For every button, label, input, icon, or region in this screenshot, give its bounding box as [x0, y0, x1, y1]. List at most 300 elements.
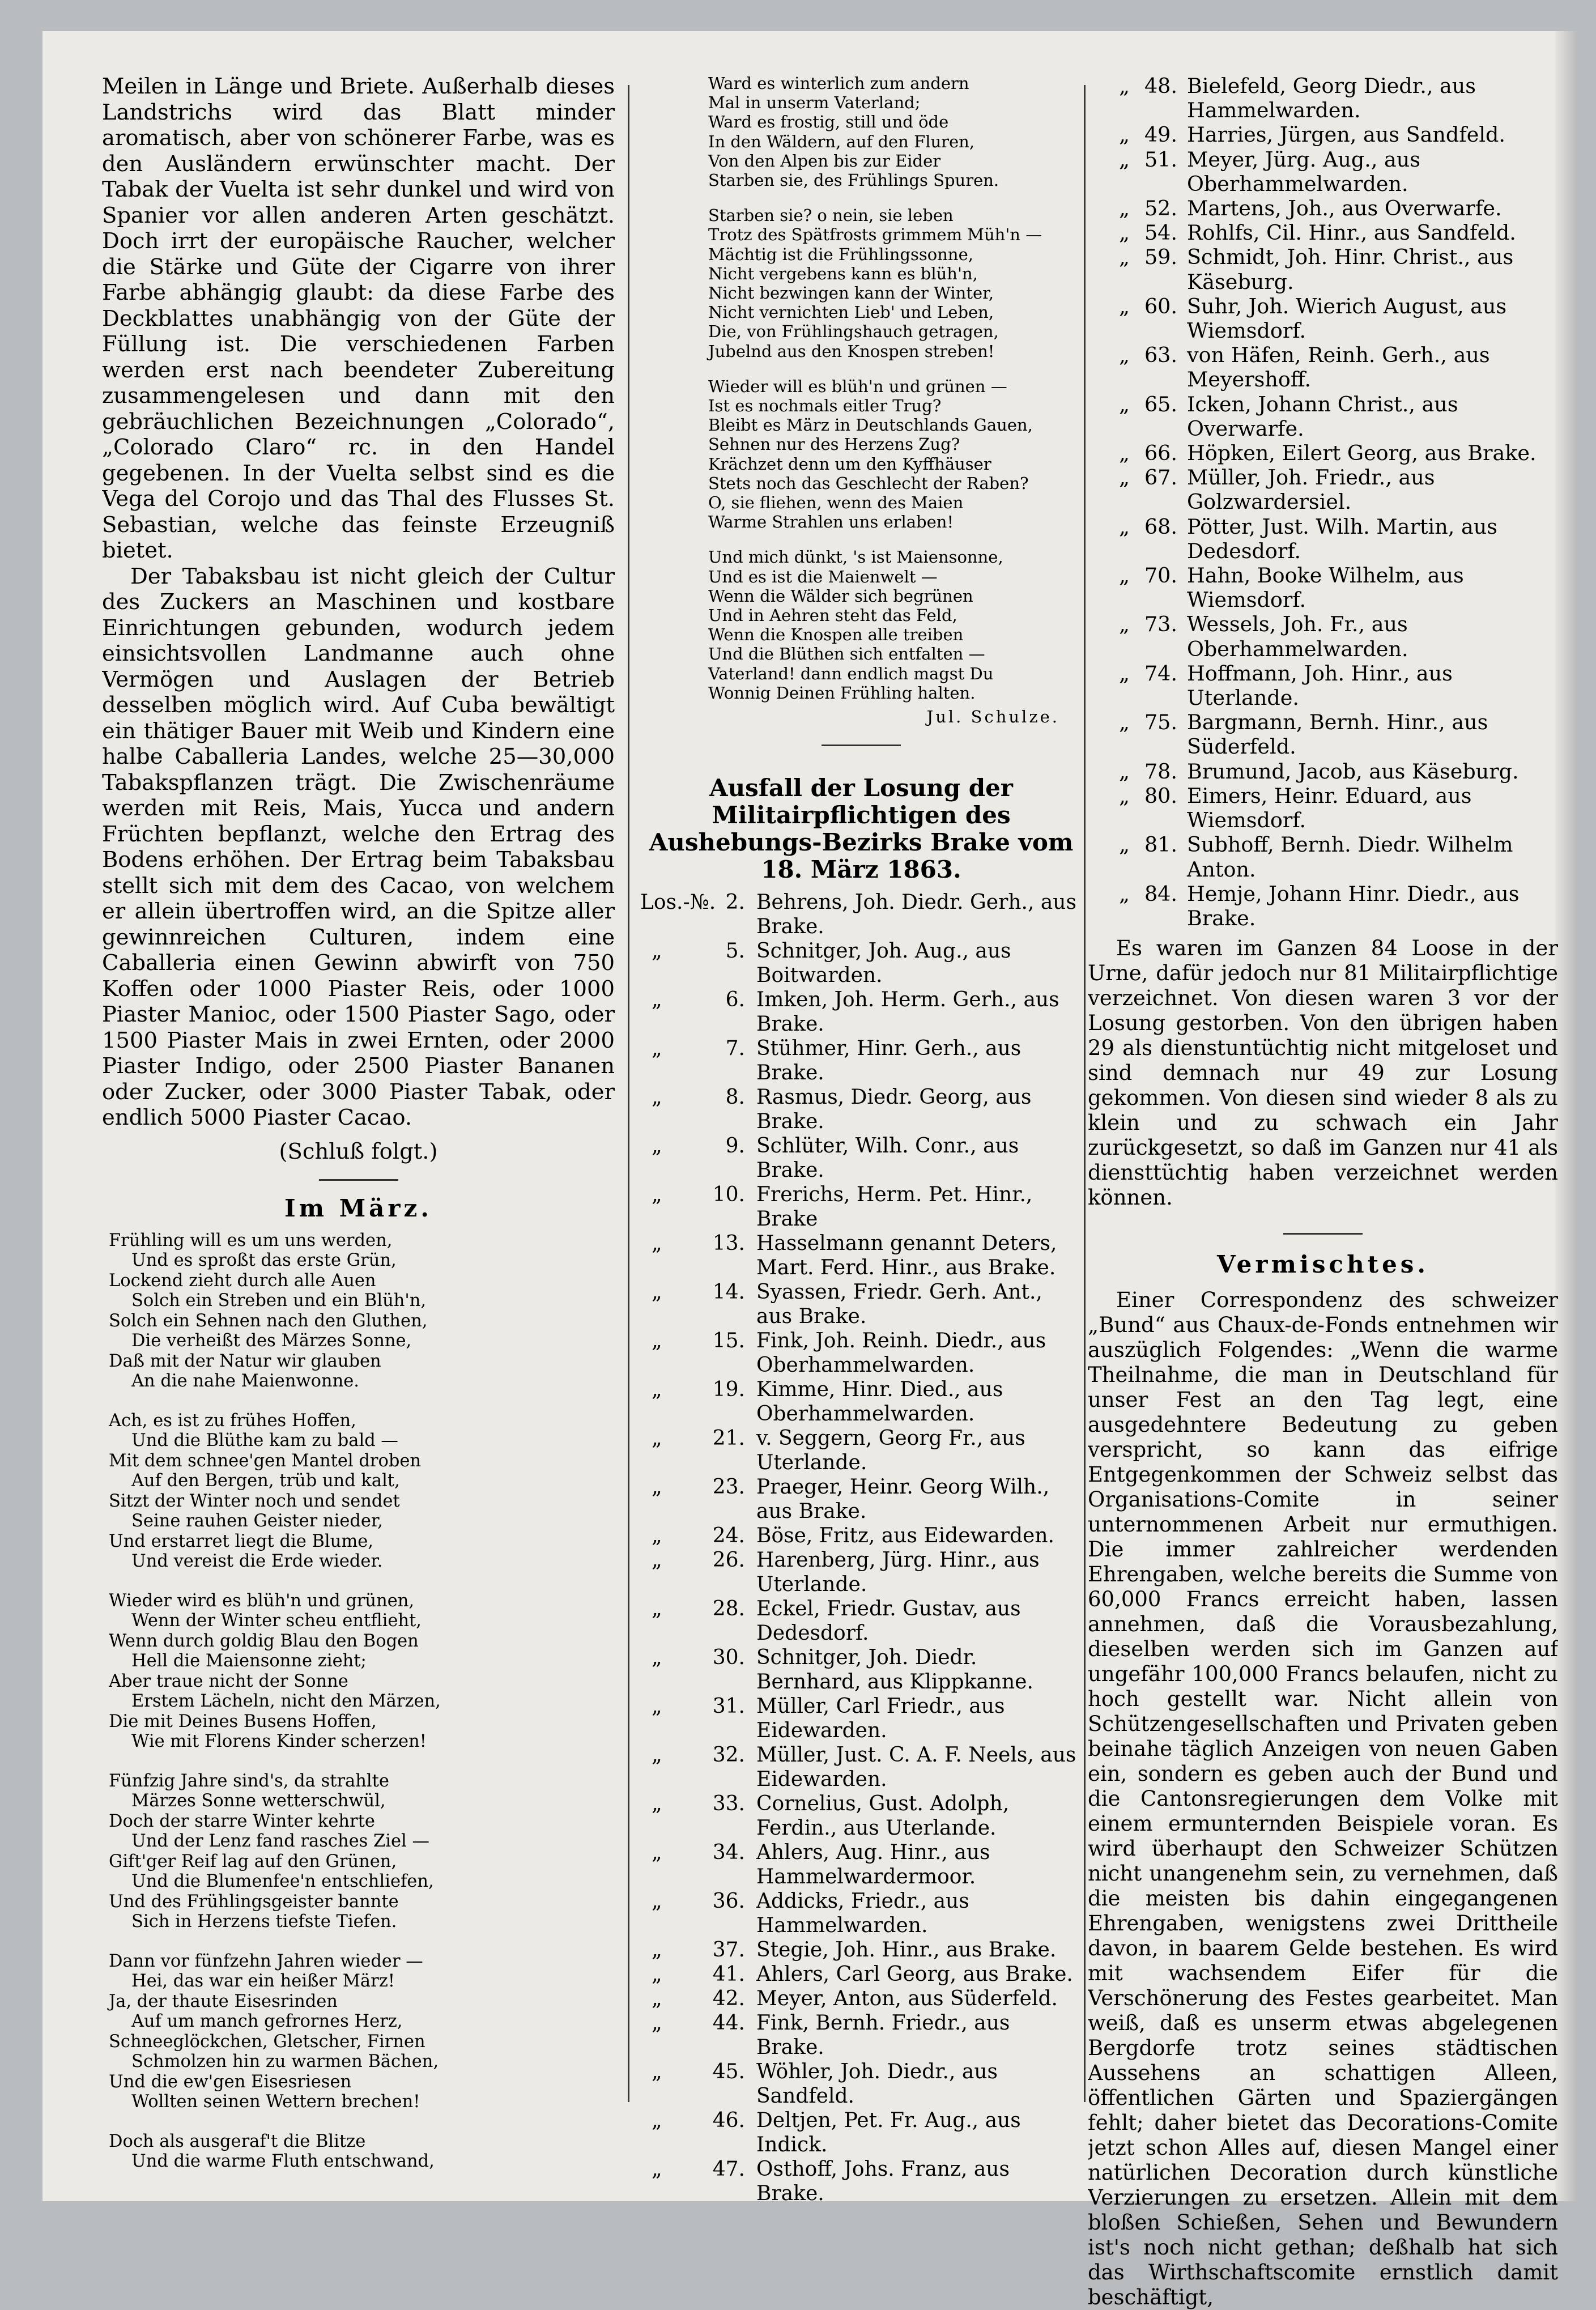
- poem-stanza-8: [708, 206, 1082, 361]
- poem-line: Und die Blüthen sich entfalten —: [708, 644, 985, 664]
- poem-line: Und die warme Fluth entschwand,: [131, 2151, 435, 2171]
- ditto-mark: „: [652, 1646, 662, 1670]
- conscript-name: Imken, Joh. Herm. Gerh., aus Brake.: [756, 988, 1059, 1036]
- list-item: [640, 2060, 1082, 2108]
- ditto-mark: „: [652, 1378, 662, 1402]
- ditto-mark: „: [1119, 563, 1130, 588]
- poem-stanza-9: [708, 377, 1082, 532]
- lottery-summary: Es waren im Ganzen 84 Loose in der Urne, dafür jedoch nur 81 Militairpflichtige verzeichnet. Von diesen waren 3 vor der Losung gestorben. Von den übrigen haben 29 als dienstuntüchtig nicht mitgeloset und sind demnach nur 49 zur Losung gekommen. Von diesen sind wieder 8 als zu klein und zu schwach ein Jahr zurückgesetzt, so daß im Ganzen nur 41 als diensttüchtig haben verzeichnet werden können.: [1088, 936, 1558, 1210]
- los-number: 32.: [712, 1743, 745, 1767]
- los-number: 7.: [725, 1037, 745, 1061]
- conscript-name: Fink, Joh. Reinh. Diedr., aus Oberhammelwarden.: [756, 1329, 1046, 1377]
- conscript-name: Martens, Joh., aus Overwarfe.: [1187, 196, 1502, 221]
- conscript-name: Ahlers, Aug. Hinr., aus Hammelwardermoor.: [756, 1841, 990, 1889]
- conscript-name: Stühmer, Hinr. Gerh., aus Brake.: [756, 1037, 1022, 1085]
- ditto-mark: „: [1119, 392, 1130, 416]
- poem-line: Von den Alpen bis zur Eider: [708, 151, 941, 171]
- poem-line: Gift'ger Reif lag auf den Grünen,: [109, 1851, 397, 1871]
- ditto-mark: „: [1119, 74, 1130, 98]
- ditto-mark: „: [652, 1524, 662, 1548]
- conscript-name: von Häfen, Reinh. Gerh., aus Meyershoff.: [1187, 343, 1490, 392]
- poem-line: Seine rauhen Geister nieder,: [131, 1511, 383, 1531]
- ditto-mark: „: [652, 1134, 662, 1158]
- poem-line: Und in Aehren steht das Feld,: [708, 606, 957, 626]
- los-number: 9.: [725, 1134, 745, 1158]
- conscript-name: Harenberg, Jürg. Hinr., aus Uterlande.: [756, 1548, 1040, 1597]
- conscript-name: Meyer, Anton, aus Süderfeld.: [756, 1987, 1058, 2011]
- ditto-mark: „: [652, 1792, 662, 1816]
- separator-line: [319, 1179, 398, 1181]
- ditto-mark: „: [652, 2158, 662, 2181]
- poem-line: Wieder wird es blüh'n und grünen,: [109, 1590, 415, 1611]
- ditto-mark: „: [652, 1427, 662, 1450]
- conscript-name: Behrens, Joh. Diedr. Gerh., aus Brake.: [756, 891, 1076, 939]
- conscript-name: Fink, Bernh. Friedr., aus Brake.: [756, 2011, 1010, 2060]
- conscript-name: Pötter, Just. Wilh. Martin, aus Dedesdorf.: [1187, 514, 1497, 563]
- poem-line: Ist es nochmals eitler Trug?: [708, 396, 942, 416]
- los-number: 54.: [1144, 220, 1177, 245]
- poem-line: Lockend zieht durch alle Auen: [109, 1270, 376, 1291]
- ditto-mark: „: [652, 1329, 662, 1353]
- poem-stanza-4: [109, 1771, 615, 1932]
- ditto-mark: „: [1119, 759, 1130, 784]
- poem-line: Vaterland! dann endlich magst Du: [708, 663, 994, 683]
- conscript-name: Wessels, Joh. Fr., aus Oberhammelwarden.: [1187, 612, 1408, 661]
- ditto-mark: „: [652, 1232, 662, 1256]
- list-item: [640, 1036, 1082, 1085]
- ditto-mark: „: [652, 1938, 662, 1962]
- los-number: 21.: [712, 1427, 745, 1450]
- poem-line: Auf den Bergen, trüb und kalt,: [131, 1471, 400, 1491]
- list-item: [1088, 122, 1558, 147]
- poem-line: Sehnen nur des Herzens Zug?: [708, 435, 960, 454]
- ditto-mark: „: [652, 1841, 662, 1865]
- ditto-mark: „: [1119, 196, 1130, 221]
- poem-line: Bleibt es März in Deutschlands Gauen,: [708, 415, 1033, 435]
- ditto-mark: „: [652, 1695, 662, 1718]
- conscript-name: Bielefeld, Georg Diedr., aus Hammelwarden.: [1187, 74, 1476, 123]
- conscript-name: Hoffmann, Joh. Hinr., aus Uterlande.: [1187, 661, 1453, 711]
- poem-line: Die, von Frühlingshauch getragen,: [708, 322, 999, 342]
- ditto-mark: „: [1119, 220, 1130, 245]
- los-number: 66.: [1144, 441, 1177, 466]
- conscript-name: Harries, Jürgen, aus Sandfeld.: [1187, 122, 1505, 147]
- ditto-mark: „: [1119, 783, 1130, 808]
- los-number: 24.: [712, 1524, 745, 1548]
- ditto-mark: „: [1119, 245, 1130, 270]
- misc-article: Einer Correspondenz des schweizer „Bund“ aus Chaux-de-Fonds entnehmen wir auszüglich Folgendes: „Wenn die warme Theilnahme, die man in Deutschland für unser Fest an den Tag legt, eine ausgedehntere Bedeutung zu geben verspricht, so kann das eifrige Entgegenkommen der Schweiz selbst das Organisations-Comite in seiner unternommenen Arbeit nur ermuthigen. Die immer zahlreicher werdenden Ehrengaben, welche bereits die Summe von 60,000 Francs erreicht haben, lassen annehmen, daß die Vorausbezahlung, dieselben werden sich im Ganzen auf ungefähr 100,000 Francs belaufen, nicht zu hoch gestellt war. Nicht allein von Schützengesellschaften und Privaten geben beinahe täglich Anzeigen von neuen Gaben ein, sondern es geben auch der Bund und die Cantonsregierungen dem Volke mit einem ermunternden Beispiele voran. Es wird überhaupt den Schweizer Schützen nicht unangenehm sein, zu vernehmen, daß die meisten bis dahin eingegangenen Ehrengaben, wenigstens zwei Drittheile davon, in baarem Gelde bestehen. Es wird mit wachsendem Eifer für die Verschönerung des Festes gearbeitet. Man weiß, daß es unserm etwas abgelegenen Bergdorfe trotz seines städtischen Aussehens an schattigen Alleen, öffentlichen Gärten und Spaziergängen fehlt; daher bietet das Decorations-Comite jetzt schon Alles auf, diesen Mangel einer natürlichen Decoration durch künstliche Verzierungen zu ersetzen. Allein mit dem bloßen Schießen, Sehen und Bewundern ist's noch nicht gethan; deßhalb hat sich das Wirthschaftscomite ernstlich damit beschäftigt,: [1088, 1287, 1558, 2309]
- conscript-name: Icken, Johann Christ., aus Overwarfe.: [1187, 392, 1458, 441]
- los-number: 15.: [712, 1329, 745, 1353]
- poem-line: Schneeglöckchen, Gletscher, Firnen: [109, 2031, 425, 2052]
- list-item: [640, 1231, 1082, 1280]
- poem-line: Mit dem schnee'gen Mantel droben: [109, 1450, 422, 1471]
- los-number: 84.: [1144, 881, 1177, 906]
- ditto-mark: „: [652, 1281, 662, 1304]
- ditto-mark: „: [1119, 514, 1130, 539]
- poem-line: Ward es winterlich zum andern: [708, 74, 969, 93]
- ditto-mark: „: [1119, 293, 1130, 318]
- conscript-name: Schnitger, Joh. Diedr. Bernhard, aus Klippkanne.: [756, 1646, 1033, 1694]
- tobacco-paragraph-1: Meilen in Länge und Briete. Außerhalb dieses Landstrichs wird das Blatt minder aromatisch, aber von schönerer Farbe, was es den Ausländern erwünschter macht. Der Tabak der Vuelta ist sehr dunkel und wird von Spanier vor allen anderen Arten geschätzt. Doch irrt der europäische Raucher, welcher die Stärke und Güte der Cigarre von ihrer Farbe abhängig glaubt: da diese Farbe des Deckblattes unabhängig von der Güte der Füllung ist. Die verschiedenen Farben werden erst nach beendeter Zubereitung zusammengelesen und dann mit den gebräuchlichen Bezeichnungen „Colorado“, „Colorado Claro“ rc. in den Handel gegebenen. In der Vuelta selbst sind es die Vega del Corojo und das Thal des Flusses St. Sebastian, welche das feinste Erzeugniß bietet.: [102, 74, 615, 563]
- ditto-mark: „: [652, 2060, 662, 2084]
- poem-line: Wenn der Winter scheu entflieht,: [131, 1611, 422, 1631]
- conscript-name: v. Seggern, Georg Fr., aus Uterlande.: [756, 1427, 1025, 1475]
- list-item: [1088, 147, 1558, 196]
- conscript-name: Müller, Just. C. A. F. Neels, aus Eidewarden.: [756, 1743, 1076, 1792]
- list-item: [1088, 245, 1558, 293]
- ditto-mark: „: [1119, 612, 1130, 637]
- ditto-mark: „: [652, 1963, 662, 1986]
- poem-line: Nicht vergebens kann es blüh'n,: [708, 263, 978, 283]
- poem-line: Wieder will es blüh'n und grünen —: [708, 376, 1007, 396]
- los-number: 33.: [712, 1792, 745, 1816]
- column-3: [1088, 74, 1558, 2310]
- los-number: 59.: [1144, 245, 1177, 270]
- poem-line: Frühling will es um uns werden,: [109, 1230, 393, 1250]
- los-number: 70.: [1144, 563, 1177, 588]
- ditto-mark: „: [1119, 832, 1130, 857]
- ditto-mark: „: [1119, 465, 1130, 490]
- los-number: 81.: [1144, 832, 1177, 857]
- lottery-list: [640, 890, 1082, 2206]
- los-number: 47.: [712, 2158, 745, 2181]
- poem-line: Und die ew'gen Eisesriesen: [109, 2071, 352, 2092]
- list-item: [1088, 514, 1558, 563]
- poem-line: Aber traue nicht der Sonne: [109, 1671, 348, 1691]
- column-2: [640, 74, 1082, 2206]
- list-item: [1088, 759, 1558, 784]
- ditto-mark: „: [652, 1987, 662, 2011]
- poem-line: Warme Strahlen uns erlaben!: [708, 512, 954, 532]
- list-item: [640, 1986, 1082, 2011]
- los-number: 60.: [1144, 293, 1177, 318]
- poem-line: Jubelnd aus den Knospen streben!: [708, 341, 995, 361]
- poem-line: Wenn die Knospen alle treiben: [708, 625, 964, 645]
- ditto-mark: „: [652, 1890, 662, 1913]
- los-number: 42.: [712, 1987, 745, 2011]
- list-item: [640, 1475, 1082, 1524]
- los-number: 34.: [712, 1841, 745, 1865]
- los-number: 48.: [1144, 74, 1177, 98]
- los-number: 68.: [1144, 514, 1177, 539]
- poem-line: In den Wäldern, auf den Fluren,: [708, 131, 975, 151]
- poem-stanza-1: [109, 1231, 615, 1392]
- conscript-name: Müller, Carl Friedr., aus Eidewarden.: [756, 1695, 1005, 1743]
- los-number: 52.: [1144, 196, 1177, 221]
- ditto-mark: „: [652, 988, 662, 1012]
- ditto-mark: „: [1119, 441, 1130, 466]
- column-rule-2: [1084, 85, 1086, 2102]
- conscript-name: Wöhler, Joh. Diedr., aus Sandfeld.: [756, 2060, 998, 2108]
- poem-line: Hei, das war ein heißer März!: [131, 1971, 395, 1991]
- poem-line: Fünfzig Jahre sind's, da strahlte: [109, 1771, 389, 1791]
- ditto-mark: „: [652, 1037, 662, 1061]
- poem-line: Sitzt der Winter noch und sendet: [109, 1491, 400, 1511]
- poem-line: Mächtig ist die Frühlingssonne,: [708, 244, 973, 264]
- poem-continuation: [640, 74, 1082, 726]
- los-number: 46.: [712, 2109, 745, 2133]
- list-item: [1088, 661, 1558, 710]
- poem-line: Stets noch das Geschlecht der Raben?: [708, 473, 1029, 493]
- conscript-name: Deltjen, Pet. Fr. Aug., aus Indick.: [756, 2109, 1021, 2157]
- list-item: [1088, 832, 1558, 881]
- conscript-name: Hemje, Johann Hinr. Diedr., aus Brake.: [1187, 881, 1520, 930]
- poem-line: Wie mit Florens Kinder scherzen!: [131, 1732, 427, 1751]
- poem-line: Und es sproßt das erste Grün,: [131, 1250, 397, 1270]
- poem-line: Hell die Maiensonne zieht;: [131, 1651, 367, 1671]
- poem-stanza-2: [109, 1411, 615, 1572]
- poem-line: Und die Blumenfee'n entschliefen,: [131, 1871, 434, 1891]
- ditto-mark: „: [1119, 122, 1130, 147]
- los-number: 73.: [1144, 612, 1177, 637]
- poem-line: Und es ist die Maienwelt —: [708, 567, 938, 586]
- list-item: [1088, 563, 1558, 612]
- ditto-mark: „: [1119, 147, 1130, 172]
- list-item: [1088, 74, 1558, 122]
- poem-line: Doch der starre Winter kehrte: [109, 1811, 375, 1831]
- list-item: [640, 2011, 1082, 2060]
- list-item: [640, 1182, 1082, 1231]
- conscript-name: Böse, Fritz, aus Eidewarden.: [756, 1524, 1054, 1548]
- list-item: [1088, 196, 1558, 220]
- poem-line: Die verheißt des Märzes Sonne,: [131, 1331, 412, 1351]
- list-item: [1088, 784, 1558, 832]
- conscript-name: Praeger, Heinr. Georg Wilh., aus Brake.: [756, 1475, 1050, 1524]
- poem-line: Die mit Deines Busens Hoffen,: [109, 1711, 377, 1732]
- list-item: [640, 1645, 1082, 1694]
- list-item: [640, 1962, 1082, 1986]
- tobacco-paragraph-2: Der Tabaksbau ist nicht gleich der Cultur des Zuckers an Maschinen und kostbare Einrichtungen gebunden, wodurch jedem einsichtsvollen Landmanne auch ohne Vermögen und Auslagen der Betrieb desselben möglich wird. Auf Cuba bewältigt ein thätiger Bauer mit Weib und Kindern eine halbe Caballeria Landes, welche 25—30,000 Tabakspflanzen trägt. Die Zwischenräume werden mit Reis, Mais, Yucca und andern Früchten bepflanzt, welche den Ertrag des Bodens erhöhen. Der Ertrag beim Tabaksbau stellt sich mit dem des Cacao, von welchem er allein übertroffen wird, an die Spitze aller gewinnreichen Culturen, indem eine Caballeria einen Gewinn abwirft von 750 Koffen oder 1000 Piaster Reis, oder 1000 Piaster Manioc, oder 1500 Piaster Sago, oder 1500 Piaster Mais in zwei Ernten, oder 2000 Piaster Indigo, oder 2500 Piaster Bananen oder Zucker, oder 3000 Piaster Tabak, oder endlich 5000 Piaster Cacao.: [102, 563, 615, 1130]
- ditto-mark: „: [652, 1743, 662, 1767]
- separator-line: [1283, 1233, 1363, 1235]
- ditto-mark: „: [1119, 710, 1130, 735]
- list-item: [640, 2108, 1082, 2157]
- los-number: 10.: [712, 1183, 745, 1207]
- ditto-mark: „: [1119, 661, 1130, 686]
- conscript-name: Ahlers, Carl Georg, aus Brake.: [756, 1963, 1073, 1986]
- poem-line: Und mich dünkt, 's ist Maiensonne,: [708, 547, 1003, 567]
- poem-line: Trotz des Spätfrosts grimmem Müh'n —: [708, 225, 1042, 245]
- poem-line: Wonnig Deinen Frühling halten.: [708, 683, 976, 703]
- poem-line: Nicht bezwingen kann der Winter,: [708, 283, 994, 303]
- poem-line: Und die Blüthe kam zu bald —: [131, 1431, 398, 1450]
- conscript-name: Osthoff, Johs. Franz, aus Brake.: [756, 2158, 1010, 2206]
- conscript-name: Rohlfs, Cil. Hinr., aus Sandfeld.: [1187, 220, 1516, 245]
- poem-line: An die nahe Maienwonne.: [131, 1371, 359, 1391]
- list-item: [1088, 392, 1558, 441]
- lottery-list-continued: [1088, 74, 1558, 930]
- list-item: [640, 1597, 1082, 1645]
- conscript-name: Brumund, Jacob, aus Käseburg.: [1187, 759, 1519, 784]
- poem-im-maerz: [102, 1231, 615, 2172]
- los-number: 63.: [1144, 343, 1177, 368]
- list-item: [1088, 343, 1558, 392]
- poem-line: Märzes Sonne wetterschwül,: [131, 1791, 386, 1811]
- list-item: [640, 1377, 1082, 1426]
- conscript-name: Suhr, Joh. Wierich August, aus Wiemsdorf.: [1187, 293, 1507, 343]
- los-number: 67.: [1144, 465, 1177, 490]
- list-item: [1088, 441, 1558, 465]
- ditto-mark: „: [652, 1086, 662, 1109]
- conscript-name: Addicks, Friedr., aus Hammelwarden.: [756, 1890, 969, 1938]
- poem-line: Starben sie, des Frühlings Spuren.: [708, 171, 999, 190]
- los-number: 28.: [712, 1597, 745, 1621]
- ditto-mark: „: [652, 1597, 662, 1621]
- conscript-name: Hahn, Booke Wilhelm, aus Wiemsdorf.: [1187, 563, 1464, 612]
- poem-stanza-3: [109, 1591, 615, 1752]
- list-item: [1088, 294, 1558, 343]
- los-number: 44.: [712, 2011, 745, 2035]
- los-number: 19.: [712, 1378, 745, 1402]
- conscript-name: Höpken, Eilert Georg, aus Brake.: [1187, 441, 1537, 466]
- poem-line: Ward es frostig, still und öde: [708, 112, 949, 132]
- poem-line: Und der Lenz fand rasches Ziel —: [131, 1831, 429, 1851]
- poem-line: Schmolzen hin zu warmen Bächen,: [131, 2052, 439, 2071]
- list-item: [640, 1426, 1082, 1475]
- list-item: [640, 1134, 1082, 1182]
- list-item: [1088, 612, 1558, 661]
- los-number: 5.: [725, 939, 745, 963]
- list-item: [1088, 882, 1558, 930]
- poem-line: Wenn durch goldig Blau den Bogen: [109, 1631, 419, 1651]
- conscript-name: Schlüter, Wilh. Conr., aus Brake.: [756, 1134, 1019, 1182]
- conscript-name: Cornelius, Gust. Adolph, Ferdin., aus Uterlande.: [756, 1792, 1010, 1840]
- list-item: [640, 1524, 1082, 1548]
- poem-stanza-10: [708, 547, 1082, 703]
- column-rule-1: [628, 85, 629, 2102]
- list-item: [640, 988, 1082, 1036]
- conscript-name: Meyer, Jürg. Aug., aus Oberhammelwarden.: [1187, 147, 1421, 196]
- los-number: 45.: [712, 2060, 745, 2084]
- list-item: [640, 1548, 1082, 1597]
- los-number: 78.: [1144, 759, 1177, 784]
- list-item: [640, 1280, 1082, 1329]
- los-number: 37.: [712, 1938, 745, 1962]
- list-item: [640, 939, 1082, 988]
- conscript-name: Eckel, Friedr. Gustav, aus Dedesdorf.: [756, 1597, 1021, 1645]
- los-number: 51.: [1144, 147, 1177, 172]
- los-number: 75.: [1144, 710, 1177, 735]
- poem-line: Dann vor fünfzehn Jahren wieder —: [109, 1951, 423, 1971]
- list-item: [1088, 465, 1558, 514]
- ditto-mark: „: [652, 1475, 662, 1499]
- list-item: [640, 1329, 1082, 1377]
- poem-line: Und vereist die Erde wieder.: [131, 1551, 383, 1571]
- poem-line: Starben sie? o nein, sie leben: [708, 206, 954, 226]
- misc-title: Vermischtes.: [1216, 1250, 1429, 1279]
- poem-line: Und des Frühlingsgeister bannte: [109, 1891, 399, 1912]
- conscript-name: Stegie, Joh. Hinr., aus Brake.: [756, 1938, 1057, 1962]
- poem-line: Ach, es ist zu frühes Hoffen,: [109, 1410, 356, 1431]
- los-number: 74.: [1144, 661, 1177, 686]
- column-1: [102, 74, 615, 2191]
- los-number: 31.: [712, 1695, 745, 1718]
- ditto-mark: „: [1119, 881, 1130, 906]
- los-number: 36.: [712, 1890, 745, 1913]
- conscript-name: Syassen, Friedr. Gerh. Ant., aus Brake.: [756, 1281, 1042, 1329]
- poem-line: Daß mit der Natur wir glauben: [109, 1351, 381, 1371]
- conscript-name: Hasselmann genannt Deters, Mart. Ferd. Hinr., aus Brake.: [756, 1232, 1057, 1280]
- poem-stanza-5: [109, 1951, 615, 2112]
- conscript-name: Subhoff, Bernh. Diedr. Wilhelm Anton.: [1187, 832, 1513, 882]
- list-item: [640, 890, 1082, 939]
- poem-line: Krächzet denn um den Kyffhäuser: [708, 454, 991, 474]
- poem-line: Nicht vernichten Lieb' und Leben,: [708, 303, 994, 322]
- poem-line: Erstem Lächeln, nicht den Märzen,: [131, 1691, 441, 1711]
- conscript-name: Müller, Joh. Friedr., aus Golzwardersiel.: [1187, 465, 1435, 514]
- los-number: 49.: [1144, 122, 1177, 147]
- los-number: 14.: [712, 1281, 745, 1304]
- los-number: 23.: [712, 1475, 745, 1499]
- los-number: 6.: [725, 988, 745, 1012]
- poem-author: Jul. Schulze.: [926, 707, 1059, 727]
- poem-stanza-7: [708, 74, 1082, 190]
- poem-line: Wenn die Wälder sich begrünen: [708, 586, 973, 606]
- poem-line: Solch ein Streben und ein Blüh'n,: [131, 1291, 427, 1311]
- continued-note: (Schluß folgt.): [279, 1138, 438, 1164]
- los-number: 30.: [712, 1646, 745, 1670]
- los-number-prefix: Los.-№.: [640, 891, 716, 914]
- list-item: [640, 1085, 1082, 1134]
- ditto-mark: „: [652, 939, 662, 963]
- poem-line: Solch ein Sehnen nach den Gluthen,: [109, 1311, 428, 1331]
- list-item: [1088, 710, 1558, 759]
- list-item: [640, 2157, 1082, 2206]
- poem-title: Im März.: [284, 1194, 432, 1222]
- conscript-name: Schnitger, Joh. Aug., aus Boitwarden.: [756, 939, 1011, 988]
- poem-line: O, sie fliehen, wenn des Maien: [708, 493, 964, 513]
- list-item: [640, 1694, 1082, 1743]
- los-number: 8.: [725, 1086, 745, 1109]
- conscript-name: Kimme, Hinr. Died., aus Oberhammelwarden.: [756, 1378, 1003, 1426]
- conscript-name: Rasmus, Diedr. Georg, aus Brake.: [756, 1086, 1032, 1134]
- page-edge: [1555, 31, 1578, 2201]
- list-item: [640, 1938, 1082, 1962]
- los-number: 13.: [712, 1232, 745, 1256]
- los-number: 26.: [712, 1548, 745, 1572]
- ditto-mark: „: [652, 1548, 662, 1572]
- list-item: [640, 1889, 1082, 1938]
- list-item: [1088, 220, 1558, 245]
- conscript-name: Schmidt, Joh. Hinr. Christ., aus Käseburg.: [1187, 245, 1514, 294]
- list-item: [640, 1840, 1082, 1889]
- poem-line: Mal in unserm Vaterland;: [708, 93, 921, 113]
- poem-stanza-6: [109, 2132, 615, 2172]
- list-item: [640, 1792, 1082, 1840]
- list-item: [640, 1743, 1082, 1792]
- conscript-name: Eimers, Heinr. Eduard, aus Wiemsdorf.: [1187, 783, 1472, 833]
- los-number: 65.: [1144, 392, 1177, 416]
- poem-line: Sich in Herzens tiefste Tiefen.: [131, 1912, 397, 1932]
- ditto-mark: „: [652, 1183, 662, 1207]
- ditto-mark: „: [652, 2109, 662, 2133]
- poem-line: Wollten seinen Wettern brechen!: [131, 2092, 420, 2112]
- ditto-mark: „: [1119, 343, 1130, 368]
- poem-line: Und erstarret liegt die Blume,: [109, 1531, 373, 1551]
- poem-line: Ja, der thaute Eisesrinden: [109, 1991, 338, 2011]
- los-number: 80.: [1144, 783, 1177, 808]
- poem-line: Doch als ausgeraf't die Blitze: [109, 2131, 366, 2151]
- los-number: 2.: [725, 891, 745, 914]
- separator-line: [822, 745, 901, 746]
- conscript-name: Bargmann, Bernh. Hinr., aus Süderfeld.: [1187, 710, 1488, 759]
- los-number: 41.: [712, 1963, 745, 1986]
- ditto-mark: „: [652, 2011, 662, 2035]
- poem-line: Auf um manch gefrornes Herz,: [131, 2011, 403, 2031]
- lottery-title: Ausfall der Losung der Militairpflichtigen des Aushebungs-Bezirks Brake vom 18. März 1863.: [649, 774, 1074, 884]
- conscript-name: Frerichs, Herm. Pet. Hinr., Brake: [756, 1183, 1033, 1231]
